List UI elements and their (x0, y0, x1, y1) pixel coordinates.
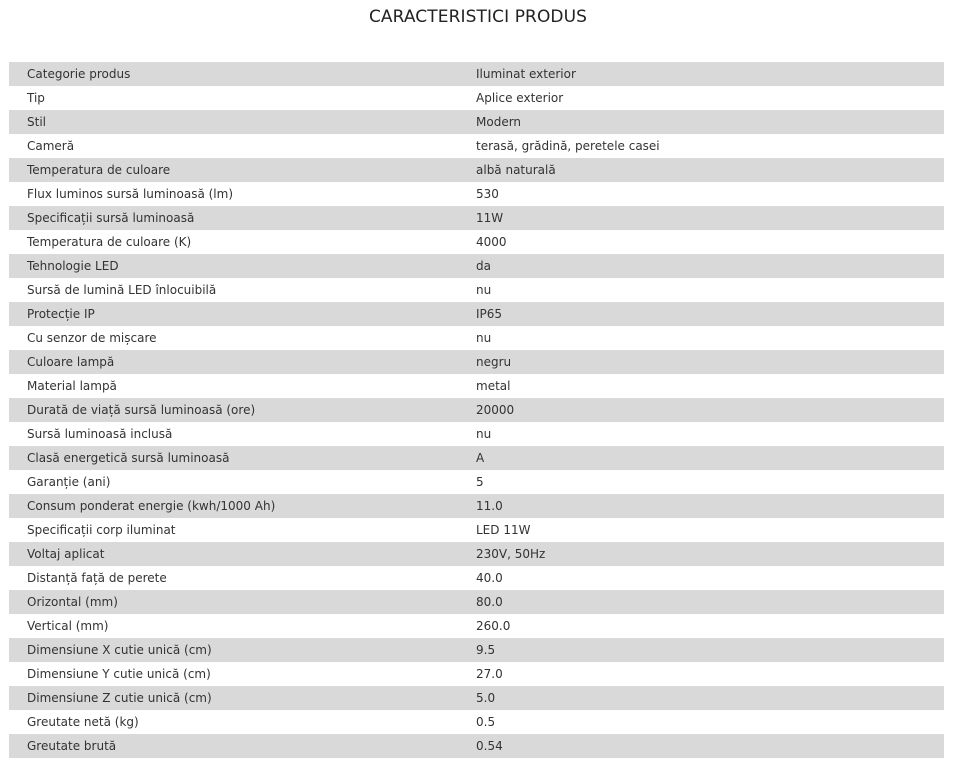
table-row (9, 518, 944, 542)
table-row (9, 302, 944, 326)
table-row (9, 566, 944, 590)
spec-label: Greutate brută (27, 739, 117, 753)
table-row (9, 86, 944, 110)
spec-value: metal (476, 379, 511, 393)
spec-label: Cu senzor de mișcare (27, 331, 157, 345)
spec-value: LED 11W (476, 523, 531, 537)
table-row (9, 446, 944, 470)
spec-label: Tip (27, 91, 45, 105)
specifications-table (9, 62, 944, 758)
table-row (9, 158, 944, 182)
spec-label: Consum ponderat energie (kwh/1000 Ah) (27, 499, 276, 513)
spec-label: Flux luminos sursă luminoasă (lm) (27, 187, 234, 201)
spec-value: Iluminat exterior (476, 67, 576, 81)
table-row (9, 470, 944, 494)
spec-label: Orizontal (mm) (27, 595, 118, 609)
spec-value: 530 (476, 187, 499, 201)
spec-value: 5.0 (476, 691, 496, 705)
spec-label: Material lampă (27, 379, 117, 393)
table-row (9, 542, 944, 566)
spec-label: Vertical (mm) (27, 619, 109, 633)
spec-value: terasă, grădină, peretele casei (476, 139, 660, 153)
spec-value: Modern (476, 115, 522, 129)
spec-label: Distanță față de perete (27, 571, 167, 585)
spec-label: Specificații sursă luminoasă (27, 211, 195, 225)
spec-value: 9.5 (476, 643, 496, 657)
spec-label: Sursă luminoasă inclusă (27, 427, 173, 441)
spec-value: nu (476, 331, 492, 345)
table-row (9, 326, 944, 350)
table-row (9, 62, 944, 86)
spec-label: Stil (27, 115, 46, 129)
spec-value: 4000 (476, 235, 507, 249)
page-title: CARACTERISTICI PRODUS (368, 7, 588, 27)
spec-value: nu (476, 427, 492, 441)
table-row (9, 134, 944, 158)
spec-label: Dimensiune Y cutie unică (cm) (27, 667, 211, 681)
table-row (9, 710, 944, 734)
spec-value: negru (476, 355, 512, 369)
spec-label: Sursă de lumină LED înlocuibilă (27, 283, 217, 297)
spec-value: da (476, 259, 491, 273)
spec-value: 5 (476, 475, 484, 489)
spec-label: Durată de viață sursă luminoasă (ore) (27, 403, 256, 417)
spec-value: 80.0 (476, 595, 503, 609)
spec-label: Temperatura de culoare (K) (27, 235, 192, 249)
spec-label: Protecție IP (27, 307, 95, 321)
table-row (9, 662, 944, 686)
spec-label: Clasă energetică sursă luminoasă (27, 451, 230, 465)
spec-value: IP65 (476, 307, 503, 321)
table-row (9, 350, 944, 374)
table-row (9, 230, 944, 254)
table-row (9, 398, 944, 422)
table-row (9, 182, 944, 206)
spec-value: 0.54 (476, 739, 503, 753)
spec-label: Categorie produs (27, 67, 131, 81)
spec-label: Voltaj aplicat (27, 547, 105, 561)
spec-label: Specificații corp iluminat (27, 523, 176, 537)
table-row (9, 494, 944, 518)
spec-label: Cameră (27, 139, 75, 153)
spec-value: 20000 (476, 403, 515, 417)
spec-label: Dimensiune Z cutie unică (cm) (27, 691, 212, 705)
table-row (9, 734, 944, 758)
spec-value: A (476, 451, 485, 465)
spec-value: albă naturală (476, 163, 556, 177)
spec-label: Garanție (ani) (27, 475, 111, 489)
table-row (9, 374, 944, 398)
spec-value: 11W (476, 211, 504, 225)
spec-label: Temperatura de culoare (27, 163, 171, 177)
spec-label: Greutate netă (kg) (27, 715, 139, 729)
table-row (9, 110, 944, 134)
spec-value: 27.0 (476, 667, 503, 681)
spec-value: 230V, 50Hz (476, 547, 546, 561)
table-row (9, 422, 944, 446)
table-row (9, 686, 944, 710)
table-row (9, 638, 944, 662)
spec-label: Culoare lampă (27, 355, 115, 369)
table-row (9, 614, 944, 638)
spec-value: 40.0 (476, 571, 503, 585)
table-row (9, 278, 944, 302)
table-row (9, 590, 944, 614)
spec-label: Dimensiune X cutie unică (cm) (27, 643, 212, 657)
table-row (9, 254, 944, 278)
table-row (9, 206, 944, 230)
spec-value: nu (476, 283, 492, 297)
spec-value: 0.5 (476, 715, 496, 729)
spec-value: 11.0 (476, 499, 503, 513)
spec-value: Aplice exterior (476, 91, 564, 105)
spec-label: Tehnologie LED (27, 259, 119, 273)
spec-value: 260.0 (476, 619, 511, 633)
